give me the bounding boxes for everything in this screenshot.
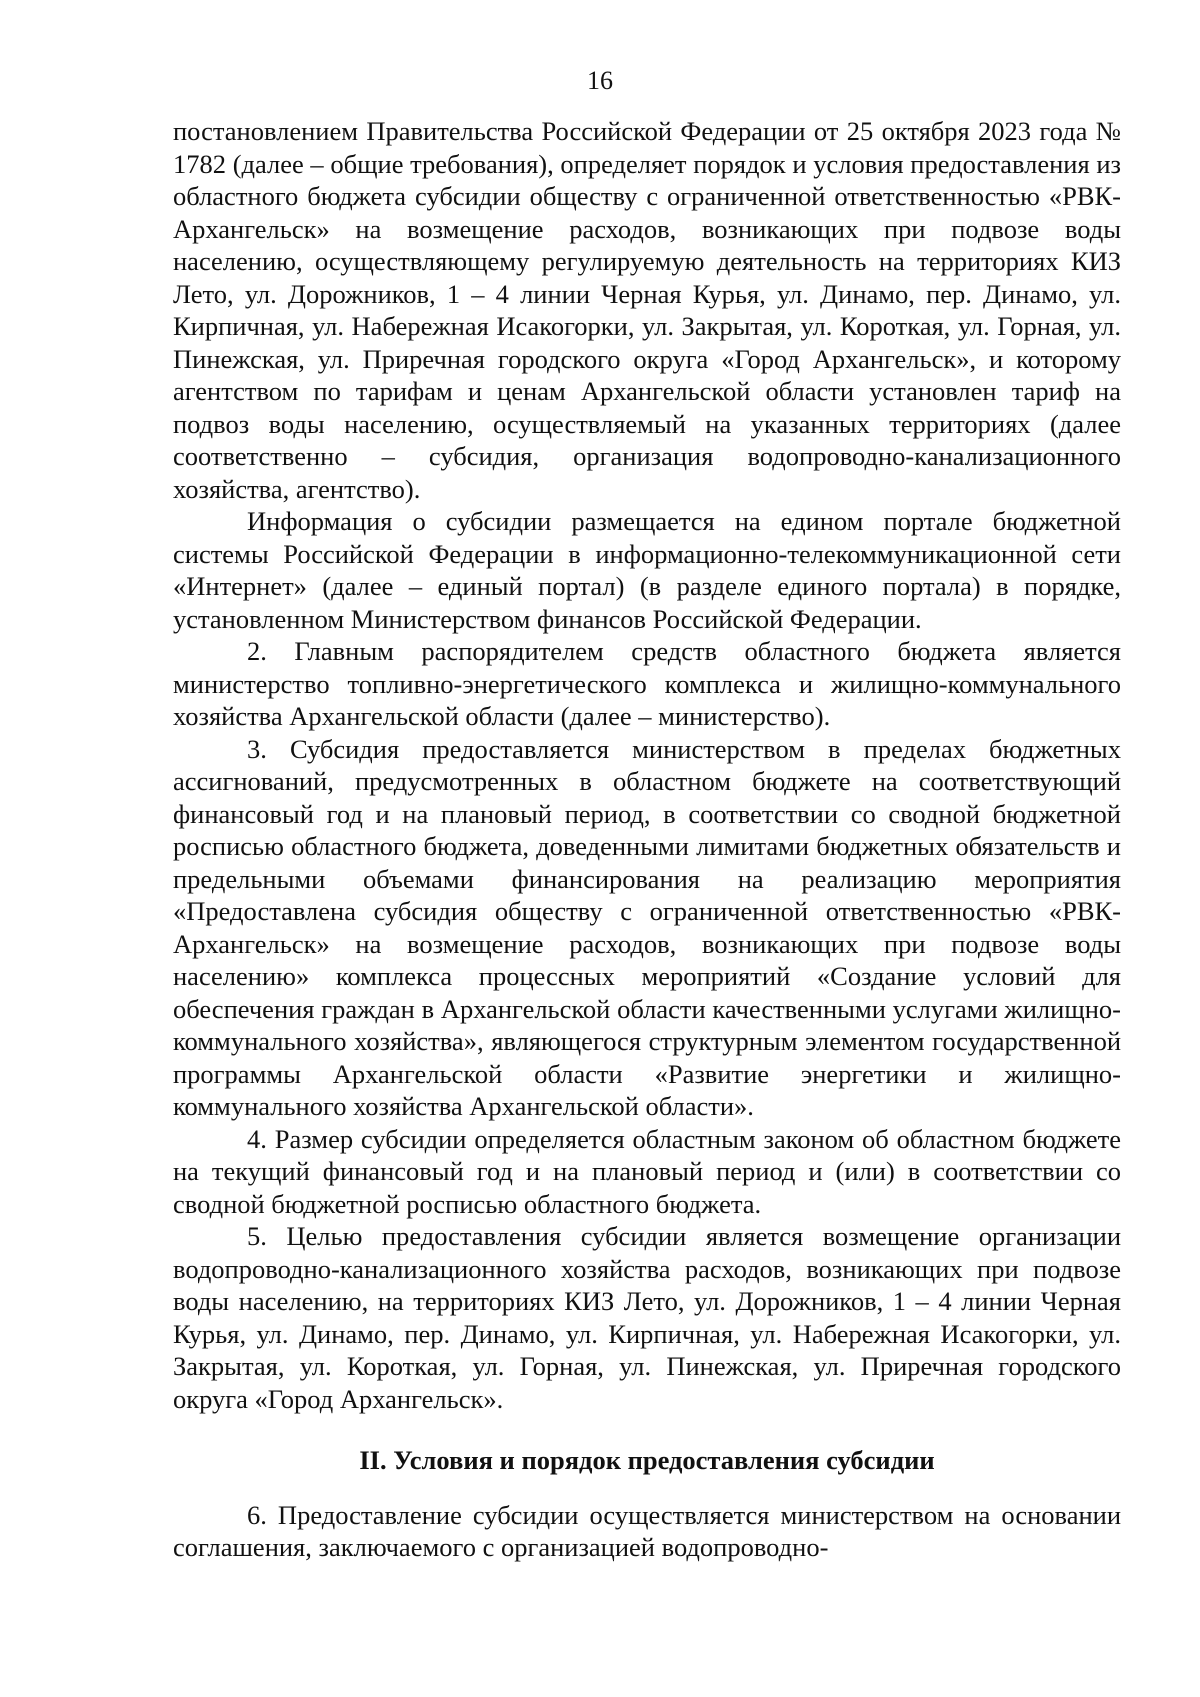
document-body xyxy=(173,115,1121,1564)
page-number: 16 xyxy=(587,66,613,95)
paragraph-item-2: 2. Главным распорядителем средств областного бюджета является министерство топливно-энергетического комплекса и жилищно-коммунального хозяйства Архангельской области (далее – министерство). xyxy=(173,636,1121,731)
paragraph-portal-info: Информация о субсидии размещается на едином портале бюджетной системы Российской Федерации в информационно-телекоммуникационной сети «Интернет» (далее – единый портал) (в разделе единого портала) в порядке, установленном Министерством финансов Российской Федерации. xyxy=(173,506,1121,634)
paragraph-item-4: 4. Размер субсидии определяется областным законом об областном бюджете на текущий финансовый год и на плановый период и (или) в соответствии со сводной бюджетной росписью областного бюджета. xyxy=(173,1123,1121,1219)
paragraph-item-6: 6. Предоставление субсидии осуществляется министерством на основании соглашения, заключаемого с организацией водопроводно- xyxy=(173,1499,1121,1562)
paragraph-item-3: 3. Субсидия предоставляется министерством в пределах бюджетных ассигнований, предусмотренных в областном бюджете на соответствующий финансовый год и на плановый период, в соответствии со сводной бюджетной росписью областного бюджета, доведенными лимитами бюджетных обязательств и предельными объемами финансирования на реализацию мероприятия «Предоставлена субсидия обществу с ограниченной ответственностью «РВК-Архангельск» на возмещение расходов, возникающих при подвозе воды населению» комплекса процессных мероприятий «Создание условий для обеспечения граждан в Архангельской области качественными услугами жилищно-коммунального хозяйства», являющегося структурным элементом государственной программы Архангельской области «Развитие энергетики и жилищно-коммунального хозяйства Архангельской области». xyxy=(173,733,1121,1121)
paragraph-continuation: постановлением Правительства Российской Федерации от 25 октября 2023 года № 1782 (далее – общие требования), определяет порядок и условия предоставления из областного бюджета субсидии обществу с ограниченной ответственностью «РВК-Архангельск» на возмещение расходов, возникающих при подвозе воды населению, осуществляющему регулируемую деятельность на территориях КИЗ Лето, ул. Дорожников, 1 – 4 линии Черная Курья, ул. Динамо, пер. Динамо, ул. Кирпичная, ул. Набережная Исакогорки, ул. Закрытая, ул. Короткая, ул. Горная, ул. Пинежская, ул. Приречная городского округа «Город Архангельск», и которому агентством по тарифам и ценам Архангельской области установлен тариф на подвоз воды населению, осуществляемый на указанных территориях (далее соответственно – субсидия, организация водопроводно-канализационного хозяйства, агентство). xyxy=(173,116,1121,504)
paragraph-item-5: 5. Целью предоставления субсидии является возмещение организации водопроводно-канализационного хозяйства расходов, возникающих при подвозе воды населению, на территориях КИЗ Лето, ул. Дорожников, 1 – 4 линии Черная Курья, ул. Динамо, пер. Динамо, ул. Кирпичная, ул. Набережная Исакогорки, ул. Закрытая, ул. Короткая, ул. Горная, ул. Пинежская, ул. Приречная городского округа «Город Архангельск». xyxy=(173,1221,1121,1414)
section-heading: II. Условия и порядок предоставления субсидии xyxy=(359,1445,935,1475)
